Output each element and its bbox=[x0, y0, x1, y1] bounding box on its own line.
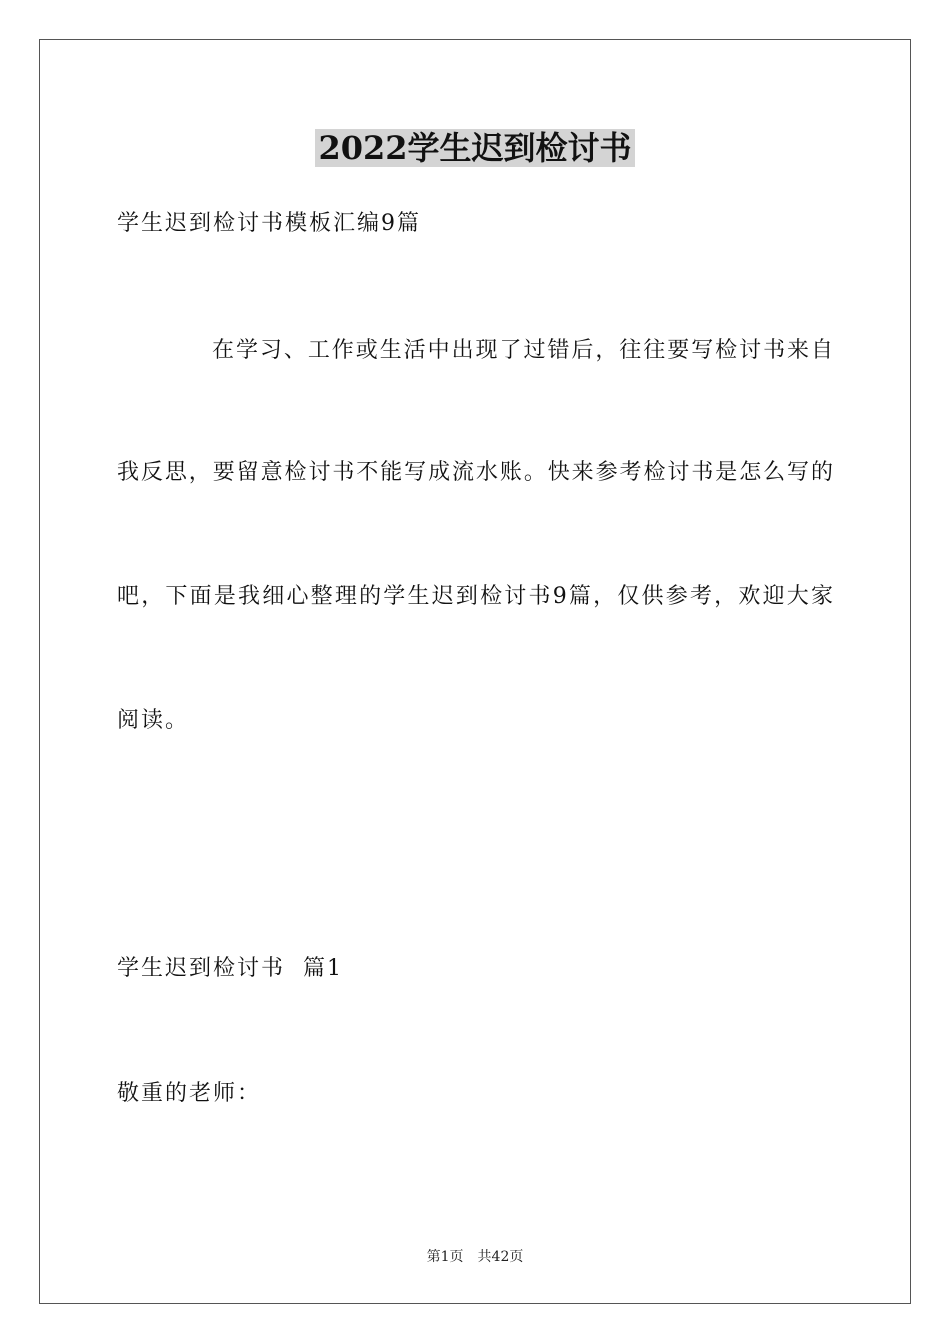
intro-line: 我反思，要留意检讨书不能写成流水账。快来参考检讨书是怎么写的 bbox=[117, 460, 833, 485]
document-title-text: 2022学生迟到检讨书 bbox=[315, 129, 634, 167]
section-heading: 学生迟到检讨书 篇1 bbox=[117, 956, 343, 981]
page-number-current: 第1页 bbox=[426, 1249, 464, 1265]
intro-line: 在学习、工作或生活中出现了过错后，往往要写检讨书来自 bbox=[212, 338, 833, 363]
document-title bbox=[0, 124, 950, 172]
intro-line: 阅读。 bbox=[117, 708, 190, 733]
intro-line: 吧，下面是我细心整理的学生迟到检讨书9篇，仅供参考，欢迎大家 bbox=[117, 584, 833, 609]
salutation: 敬重的老师： bbox=[117, 1081, 262, 1106]
document-subtitle: 学生迟到检讨书模板汇编9篇 bbox=[117, 211, 421, 236]
page-footer bbox=[0, 1247, 950, 1267]
page-number-total: 共42页 bbox=[477, 1249, 524, 1265]
